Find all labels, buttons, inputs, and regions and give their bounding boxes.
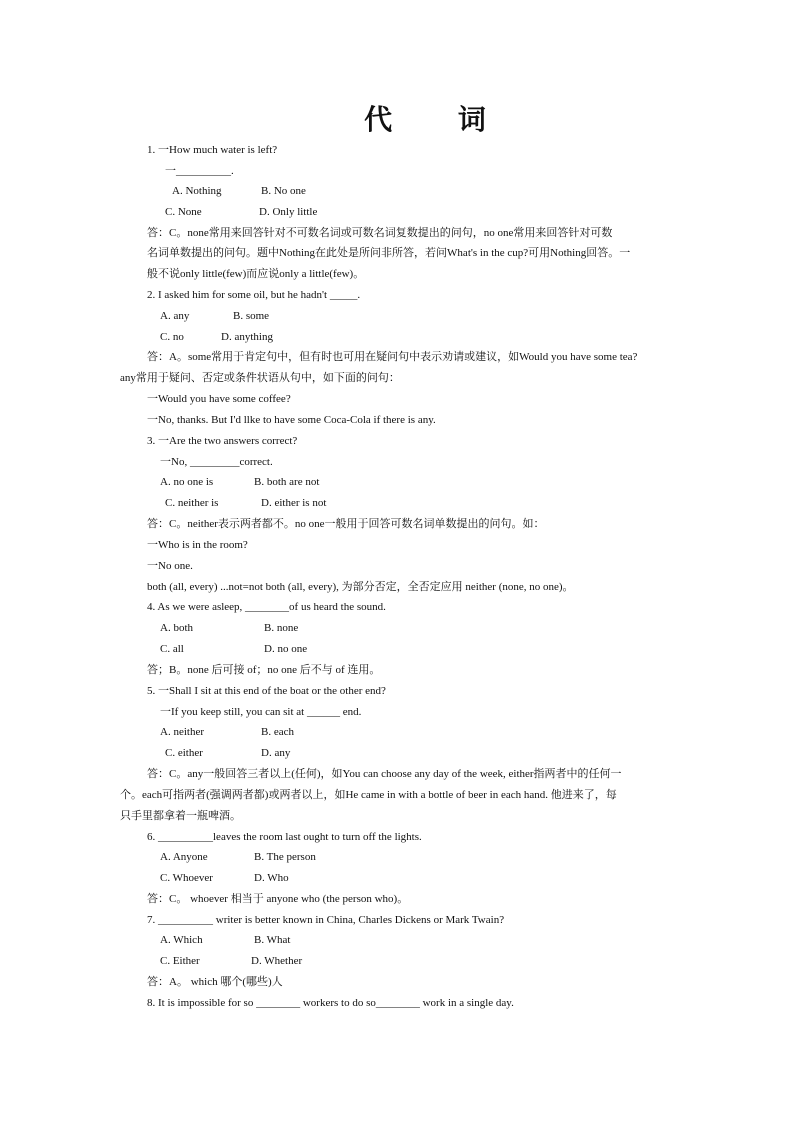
question-3-example-2: 一No one. [147,560,193,572]
question-5-option-d: D. any [261,747,291,759]
question-5-option-b: B. each [261,726,294,738]
question-2-answer-line-1: 答：A。some常用于肯定句中，但有时也可用在疑问句中表示劝请或建议，如Would you have some tea? [147,351,638,363]
question-2-option-b: B. some [233,310,270,322]
question-2-option-d: D. anything [221,331,273,343]
question-3-answer-line-1: 答：C。neither表示两者都不。no one一般用于回答可数名词单数提出的问句。如： [147,518,545,530]
question-7-option-d: D. Whether [251,955,303,967]
question-7-stem: 7. __________ writer is better known in China, Charles Dickens or Mark Twain? [147,914,505,926]
question-4-option-d: D. no one [264,643,308,655]
question-2-option-c: C. no [160,331,184,343]
question-3-option-a: A. no one is [160,476,214,488]
question-3-stem: 3. 一Are the two answers correct? [147,435,298,447]
question-6-stem: 6. __________leaves the room last ought to turn off the lights. [147,831,422,843]
question-3-option-d: D. either is not [261,497,327,509]
question-2-example-2: 一No, thanks. But I'd llke to have some Coca-Cola if there is any. [147,414,436,426]
question-3-option-b: B. both are not [254,476,320,488]
question-2-option-a: A. any [160,310,190,322]
question-5-answer-line-1: 答：C。any一般回答三者以上(任何)，如You can choose any day of the week, either指两者中的任何一 [147,768,622,780]
question-1-option-a: A. Nothing [172,185,222,197]
question-3-option-c: C. neither is [165,497,219,509]
page-title: 代 词 [364,103,514,136]
question-3-reply: 一No, _________correct. [160,456,273,468]
question-7-option-c: C. Either [160,955,200,967]
question-5-option-c: C. either [165,747,203,759]
question-1-option-d: D. Only little [259,206,318,218]
question-5-option-a: A. neither [160,726,204,738]
question-6-answer: 答：C。 whoever 相当于 anyone who (the person who)。 [147,893,409,905]
question-8-stem: 8. It is impossible for so ________ workers to do so________ work in a single day. [147,997,514,1009]
question-5-answer-line-2: 个。each可指两者(强调两者都)或两者以上，如He came in with a bottle of beer in each hand. 他进来了，每 [120,789,617,801]
question-4-stem: 4. As we were asleep, ________of us heard the sound. [147,601,386,613]
question-1-reply: 一__________. [165,165,234,177]
question-1-stem: 1. 一How much water is left? [147,144,278,156]
question-6-option-b: B. The person [254,851,316,863]
question-7-option-b: B. What [254,934,291,946]
question-2-answer-line-2: any常用于疑问、否定或条件状语从句中，如下面的问句： [120,372,400,384]
question-1-answer-line-1: 答：C。none常用来回答针对不可数名词或可数名词复数提出的问句，no one常用来回答针对可数 [147,227,613,239]
question-4-option-b: B. none [264,622,299,634]
question-1-answer-line-3: 般不说only little(few)而应说only a little(few)。 [147,268,365,280]
question-1-option-c: C. None [165,206,202,218]
question-6-option-c: C. Whoever [160,872,213,884]
question-1-answer-line-2: 名词单数提出的问句。题中Nothing在此处是所问非所答，若问What's in the cup?可用Nothing回答。一 [147,247,631,259]
question-7-answer: 答：A。 which 哪个(哪些)人 [147,976,283,988]
question-4-answer: 答；B。none 后可接 of；no one 后不与 of 连用。 [147,664,381,676]
question-3-example-1: 一Who is in the room? [147,539,248,551]
question-4-option-c: C. all [160,643,184,655]
question-2-example-1: 一Would you have some coffee? [147,393,291,405]
question-2-stem: 2. I asked him for some oil, but he hadn't _____. [147,289,361,301]
question-5-reply: 一If you keep still, you can sit at ______ end. [160,706,362,718]
question-5-answer-line-3: 只手里都拿着一瓶啤酒。 [120,810,241,822]
question-7-option-a: A. Which [160,934,203,946]
question-4-option-a: A. both [160,622,193,634]
question-6-option-d: D. Who [254,872,289,884]
question-6-option-a: A. Anyone [160,851,208,863]
question-5-stem: 5. 一Shall I sit at this end of the boat or the other end? [147,685,386,697]
question-1-option-b: B. No one [261,185,306,197]
question-3-answer-line-2: both (all, every) ...not=not both (all, every), 为部分否定，全否定应用 neither (none, no one)。 [147,581,574,593]
